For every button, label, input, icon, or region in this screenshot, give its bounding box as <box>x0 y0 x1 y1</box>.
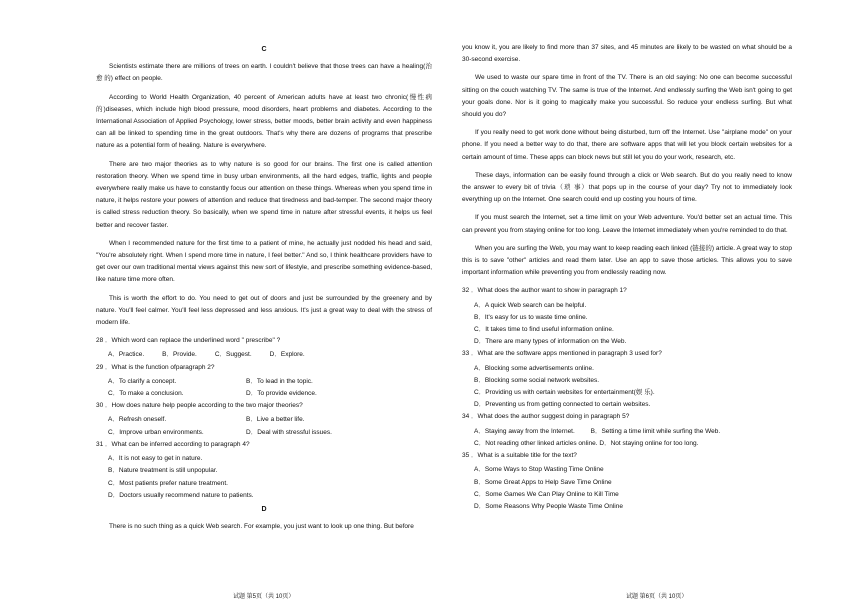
option: C．To make a conclusion. <box>108 390 184 398</box>
question-30-stem: 30 ．How does nature help people according to the two major theories? <box>96 402 303 410</box>
option: D．There are many types of information on the Web. <box>474 338 627 346</box>
option: A．A quick Web search can be helpful. <box>474 301 587 309</box>
option: C．Providing us with certain websites for entertainment(娱 乐). <box>474 389 655 397</box>
passage-paragraph: you know it, you are likely to find more than 37 sites, and 45 minutes are likely to be wasted on what should be a 30-second exercise. <box>462 44 792 64</box>
question-31-options <box>96 453 432 502</box>
option: A．Some Ways to Stop Wasting Time Online <box>474 466 604 474</box>
passage-paragraph: When you are surfing the Web, you may want to keep reading each linked (链接的) article. A great way to stop this is to save "other" articles and read them later. Use an app to save those articles. This allows you to save important information while preventing you from endlessly reading now. <box>462 244 792 277</box>
option: B．Live a better life. <box>246 416 305 424</box>
page-footer: 试题 第5页（共 10页） <box>233 594 295 600</box>
option: D．Doctors usually recommend nature to patients. <box>108 491 254 499</box>
page-footer: 试题 第6页（共 10页） <box>626 594 688 600</box>
question-32-stem: 32 ．What does the author want to show in paragraph 1? <box>462 287 627 295</box>
option: A．Blocking some advertisements online. <box>474 364 594 372</box>
option: C．Some Games We Can Play Online to Kill Time <box>474 490 619 498</box>
option: D．Some Reasons Why People Waste Time Online <box>474 502 623 510</box>
option: D．To provide evidence. <box>246 390 317 398</box>
question-32-options <box>462 300 792 349</box>
question-33-options <box>462 363 792 412</box>
question-30-options <box>96 414 432 438</box>
question-29-options <box>96 376 432 400</box>
option: D．Explore. <box>269 351 305 359</box>
section-heading-d: D <box>261 505 267 513</box>
option: B．Provide. <box>162 351 197 359</box>
section-heading-c: C <box>261 46 267 53</box>
question-28-stem: 28 ．Which word can replace the underlined word " prescribe" ? <box>96 337 281 345</box>
option <box>474 426 792 438</box>
passage-paragraph: These days, information can be easily found through a click or Web search. But do you really need to know the answer to every bit of trivia（琐 事）that pops up in the course of your day? Try not to immediately look everything up on the Internet. One search could end up costing you hours of time. <box>462 171 792 204</box>
question-29-stem: 29 ．What is the function ofparagraph 2? <box>96 363 215 371</box>
option: C．Suggest. <box>214 351 252 359</box>
option: B．Some Great Apps to Help Save Time Online <box>474 478 612 486</box>
passage-paragraph: There is no such thing as a quick Web search. For example, you just want to look up one thing. But before <box>109 523 414 531</box>
passage-paragraph: This is worth the effort to do. You need to get out of doors and just be surrounded by the greenery and by nature. You'll feel calmer. You'll feel less depressed and less anxious. It's just a great way to deal with the stress of modern life. <box>96 294 432 327</box>
left-column <box>96 42 432 539</box>
option: C．Improve urban environments. <box>108 428 204 436</box>
option: A．Practice. <box>108 351 145 359</box>
passage-paragraph: We used to waste our spare time in front of the TV. There is an old saying: No one can become successful sitting on the couch watching TV. The same is true of the Internet. And endlessly surfing the Web isn't going to get your goals done. Nor is it going to magically make you successful. So reduce your endless surfing. But what should you do? <box>462 74 792 119</box>
passage-paragraph: Scientists estimate there are millions of trees on earth. I couldn't believe that those trees can have a healing(治 愈 的) effect on people. <box>96 63 432 83</box>
question-28-options <box>96 349 432 361</box>
passage-paragraph: If you must search the Internet, set a time limit on your Web adventure. You'd better set an actual time. This can prevent you from staying online for too long. Leave the Internet immediately when you're reminded to do that. <box>462 214 792 234</box>
option: A．Refresh oneself. <box>108 416 167 424</box>
option: D．Deal with stressful issues. <box>246 428 332 436</box>
question-33-stem: 33 ．What are the software apps mentioned in paragraph 3 used for? <box>462 350 662 358</box>
option: B．To lead in the topic. <box>246 377 313 385</box>
option: C．It takes time to find useful information online. <box>474 326 614 334</box>
option: B．Blocking some social network websites. <box>474 376 599 384</box>
question-35-options <box>462 464 792 513</box>
passage-paragraph: There are two major theories as to why nature is so good for our brains. The first one is called attention restoration theory. When we spend time in busy urban environments, all the hard edges, traffic, lights and people everywhere really make us have to constantly focus our attention on these things. Whereas when you spend time in nature, it helps restore your powers of attention and reduce that tiredness and bad-temper. The second major theory is called stress reduction theory. So basically, when we spend time in nature after stressful events, it helps us feel better and recover faster. <box>96 160 432 229</box>
question-34-stem: 34 ．What does the author suggest doing in paragraph 5? <box>462 413 630 421</box>
option: D．Preventing us from getting connected to certain websites. <box>474 401 651 409</box>
option: B．Setting a time limit while surfing the Web. <box>590 427 721 435</box>
question-34-options <box>462 426 792 450</box>
option: B．It's easy for us to waste time online. <box>474 313 588 321</box>
passage-paragraph: According to World Health Organization, 40 percent of American adults have at least two chronic(慢性病 的)diseases, which include high blood pressure, mood disorders, heart problems and diabetes. According to the International Association of Applied Psychology, lower stress, better moods, better brain activity and even happiness can all be linked to spending time in the great outdoors. That's why there are dozens of programs that prescribe nature as a potential form of healing. Nature is everywhere. <box>96 93 432 150</box>
option: A．It is not easy to get in nature. <box>108 455 203 463</box>
right-column <box>462 42 792 513</box>
passage-paragraph: If you really need to get work done without being disturbed, turn off the Internet. Use "airplane mode" on your phone. If you need a better way to do that, there are software apps that will let you block certain websites for a certain amount of time. These apps can block news but still let you do your work, research, etc. <box>462 129 792 161</box>
option: A．To clarify a concept. <box>108 377 177 385</box>
question-31-stem: 31 ．What can be inferred according to paragraph 4? <box>96 440 250 448</box>
option: C．Most patients prefer nature treatment. <box>108 479 228 487</box>
option: C．Not reading other linked articles online. D．Not staying online for too long. <box>474 439 699 447</box>
question-35-stem: 35 ．What is a suitable title for the text? <box>462 452 577 460</box>
passage-paragraph: When I recommended nature for the first time to a patient of mine, he actually just nodded his head and said, "You're absolutely right. When I spend more time in nature, I feel better." And so, I think healthcare providers have to get over our own traditional mental views against this new sort of lifestyle, and prescribe something evidence-based, like nature time more often. <box>96 239 432 284</box>
option: B．Nature treatment is still unpopular. <box>108 467 218 475</box>
option: A．Staying away from the Internet. <box>474 427 575 435</box>
